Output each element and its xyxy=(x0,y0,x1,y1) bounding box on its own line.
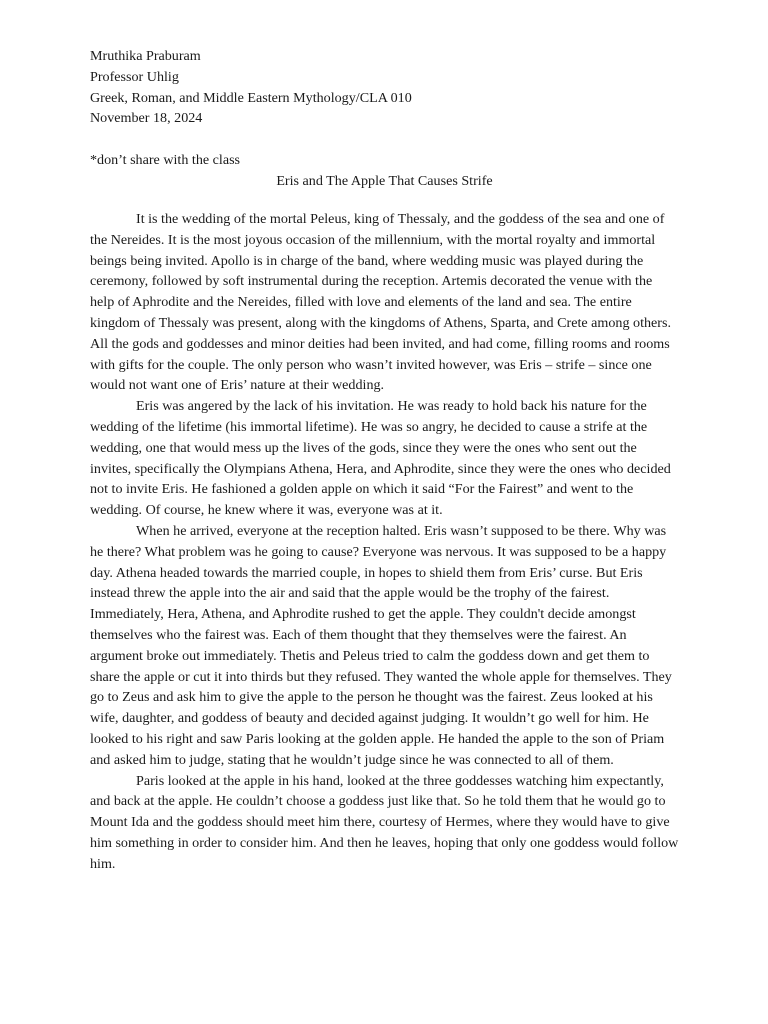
share-note: *don’t share with the class xyxy=(90,152,241,168)
author-name: Mruthika Praburam xyxy=(90,48,201,64)
paragraph-1: It is the wedding of the mortal Peleus, king of Thessaly, and the goddess of the sea and one of the Nereides. It is the most joyous occasion of the millennium, with the mortal royalty and immortal beings being invited. Apollo is in charge of the band, where wedding music was played during the ceremony, followed by soft instrumental during the reception. Artemis decorated the venue with the help of Aphrodite and the Nereides, filled with love and elements of the land and sea. The entire kingdom of Thessaly was present, along with the kingdoms of Athens, Sparta, and Crete among others. All the gods and goddesses and minor deities had been invited, and had come, filling rooms and rooms with gifts for the couple. The only person who wasn’t invited however, was Eris – strife – since one would not want one of Eris’ nature at their wedding. xyxy=(90,211,672,394)
course-name: Greek, Roman, and Middle Eastern Mythology/CLA 010 xyxy=(90,89,412,106)
essay-body xyxy=(90,209,679,875)
document-date: November 18, 2024 xyxy=(90,110,203,127)
professor-name: Professor Uhlig xyxy=(90,68,179,85)
document-header xyxy=(90,46,690,129)
paragraph-3: When he arrived, everyone at the reception halted. Eris wasn’t supposed to be there. Why was he there? What problem was he going to cause? Everyone was nervous. It was supposed to be a happy day. Athena headed towards the married couple, in hopes to shield them from Eris’ curse. But Eris instead threw the apple into the air and said that the apple would be the trophy of the fairest. Immediately, Hera, Athena, and Aphrodite rushed to get the apple. They couldn't decide amongst themselves who the fairest was. Each of them thought that they themselves were the fairest. An argument broke out immediately. Thetis and Peleus tried to calm the goddess down and get them to share the apple or cut it into thirds but they refused. They wanted the whole apple for themselves. They go to Zeus and ask him to give the apple to the person he thought was the fairest. Zeus looked at his wife, daughter, and goddess of beauty and decided against judging. It wouldn’t go well for him. He looked to his right and saw Paris looking at the golden apple. He handed the apple to the son of Priam and asked him to judge, stating that he wouldn’t judge since he was connected to all of them. xyxy=(90,522,672,768)
paragraph-2: Eris was angered by the lack of his invitation. He was ready to hold back his nature for the wedding of the lifetime (his immortal lifetime). He was so angry, he decided to cause a strife at the wedding, one that would mess up the lives of the gods, since they were the ones who sent out the invites, specifically the Olympians Athena, Hera, and Aphrodite, since they were the ones who decided not to invite Eris. He fashioned a golden apple on which it said “For the Fairest” and went to the wedding. Of course, he knew where it was, everyone was at it. xyxy=(90,398,671,519)
paragraph-4: Paris looked at the apple in his hand, looked at the three goddesses watching him expectantly, and back at the apple. He couldn’t choose a goddess just like that. So he told them that he would go to Mount Ida and the goddess should meet him there, courtesy of Hermes, where they would have to give him something in order to consider him. And then he leaves, hoping that only one goddess would follow him. xyxy=(90,772,679,872)
essay-title: Eris and The Apple That Causes Strife xyxy=(276,173,493,189)
